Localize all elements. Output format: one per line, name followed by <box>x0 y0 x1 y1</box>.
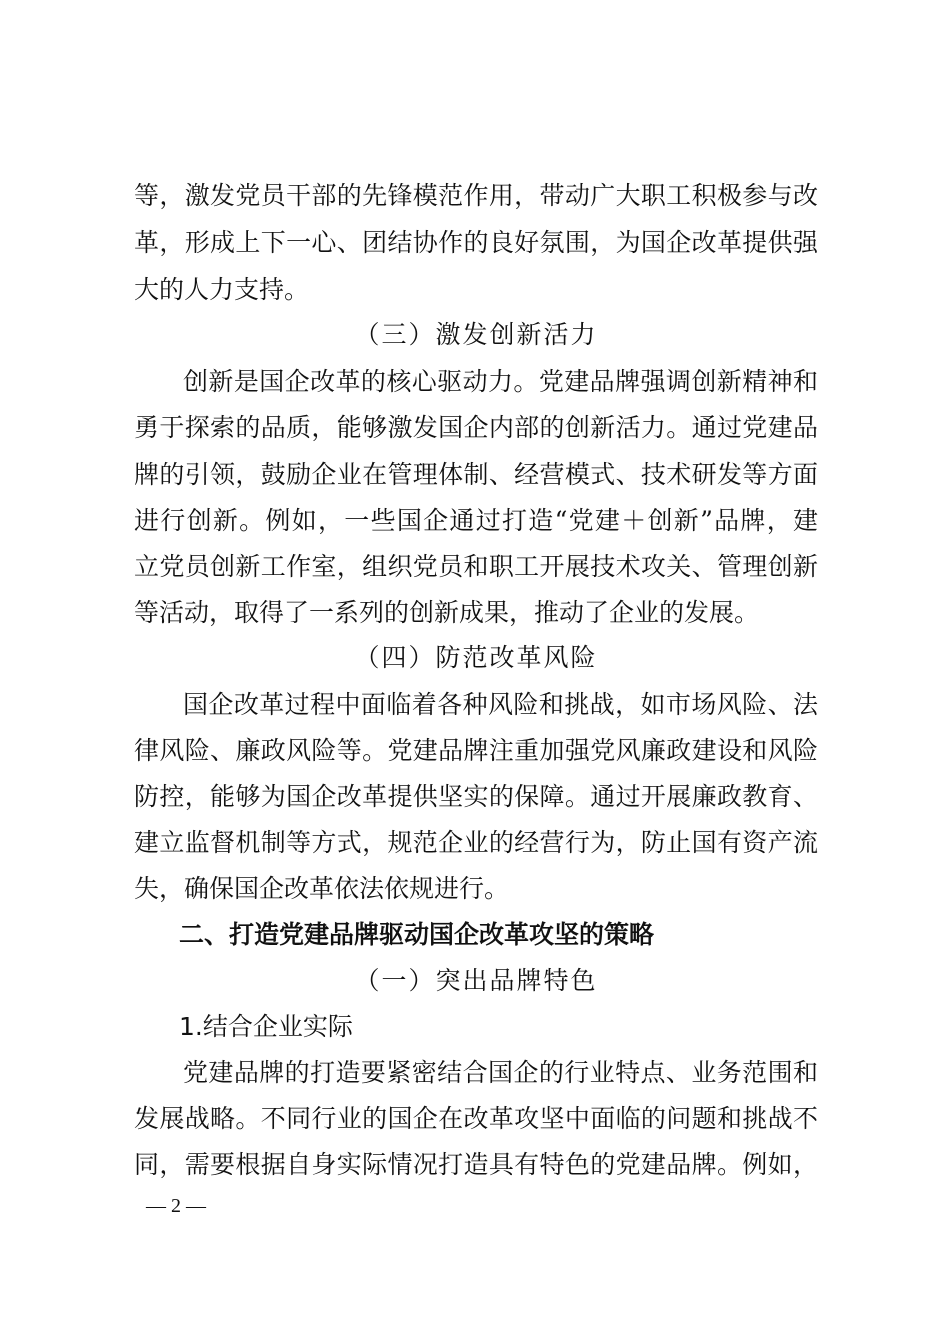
item-heading: 1.结合企业实际 <box>179 1012 353 1041</box>
body-text-line: 失，确保国企改革依法依规进行。 <box>134 874 510 903</box>
body-text-line: 牌的引领，鼓励企业在管理体制、经营模式、技术研发等方面 <box>134 460 818 489</box>
body-text-line: 立党员创新工作室，组织党员和职工开展技术攻关、管理创新 <box>134 552 818 581</box>
body-text-line: 大的人力支持。 <box>134 275 310 304</box>
part-heading: 二、打造党建品牌驱动国企改革攻坚的策略 <box>179 920 655 949</box>
body-text-line: 勇于探索的品质，能够激发国企内部的创新活力。通过党建品 <box>134 413 818 442</box>
body-text-line: 建立监督机制等方式，规范企业的经营行为，防止国有资产流 <box>134 828 818 857</box>
body-text-line: 发展战略。不同行业的国企在改革攻坚中面临的问题和挑战不 <box>134 1104 818 1133</box>
body-text-line: 党建品牌的打造要紧密结合国企的行业特点、业务范围和 <box>183 1058 818 1087</box>
section-heading: （三）激发创新活力 <box>354 320 598 349</box>
body-text-line: 革，形成上下一心、团结协作的良好氛围，为国企改革提供强 <box>134 228 818 257</box>
body-text-line: 等活动，取得了一系列的创新成果，推动了企业的发展。 <box>134 598 760 627</box>
body-text-line: 防控，能够为国企改革提供坚实的保障。通过开展廉政教育、 <box>134 782 818 811</box>
section-heading: （一）突出品牌特色 <box>354 966 598 995</box>
section-heading: （四）防范改革风险 <box>354 643 598 672</box>
body-text-line: 等，激发党员干部的先锋模范作用，带动广大职工积极参与改 <box>134 181 818 210</box>
body-text-line: 国企改革过程中面临着各种风险和挑战，如市场风险、法 <box>183 690 818 719</box>
body-text-line: 创新是国企改革的核心驱动力。党建品牌强调创新精神和 <box>183 367 818 396</box>
body-text-line: 进行创新。例如，一些国企通过打造“党建＋创新”品牌，建 <box>134 506 818 535</box>
page-number: — 2 — <box>146 1195 206 1217</box>
body-text-line: 律风险、廉政风险等。党建品牌注重加强党风廉政建设和风险 <box>134 736 818 765</box>
body-text-line: 同，需要根据自身实际情况打造具有特色的党建品牌。例如， <box>134 1150 818 1179</box>
